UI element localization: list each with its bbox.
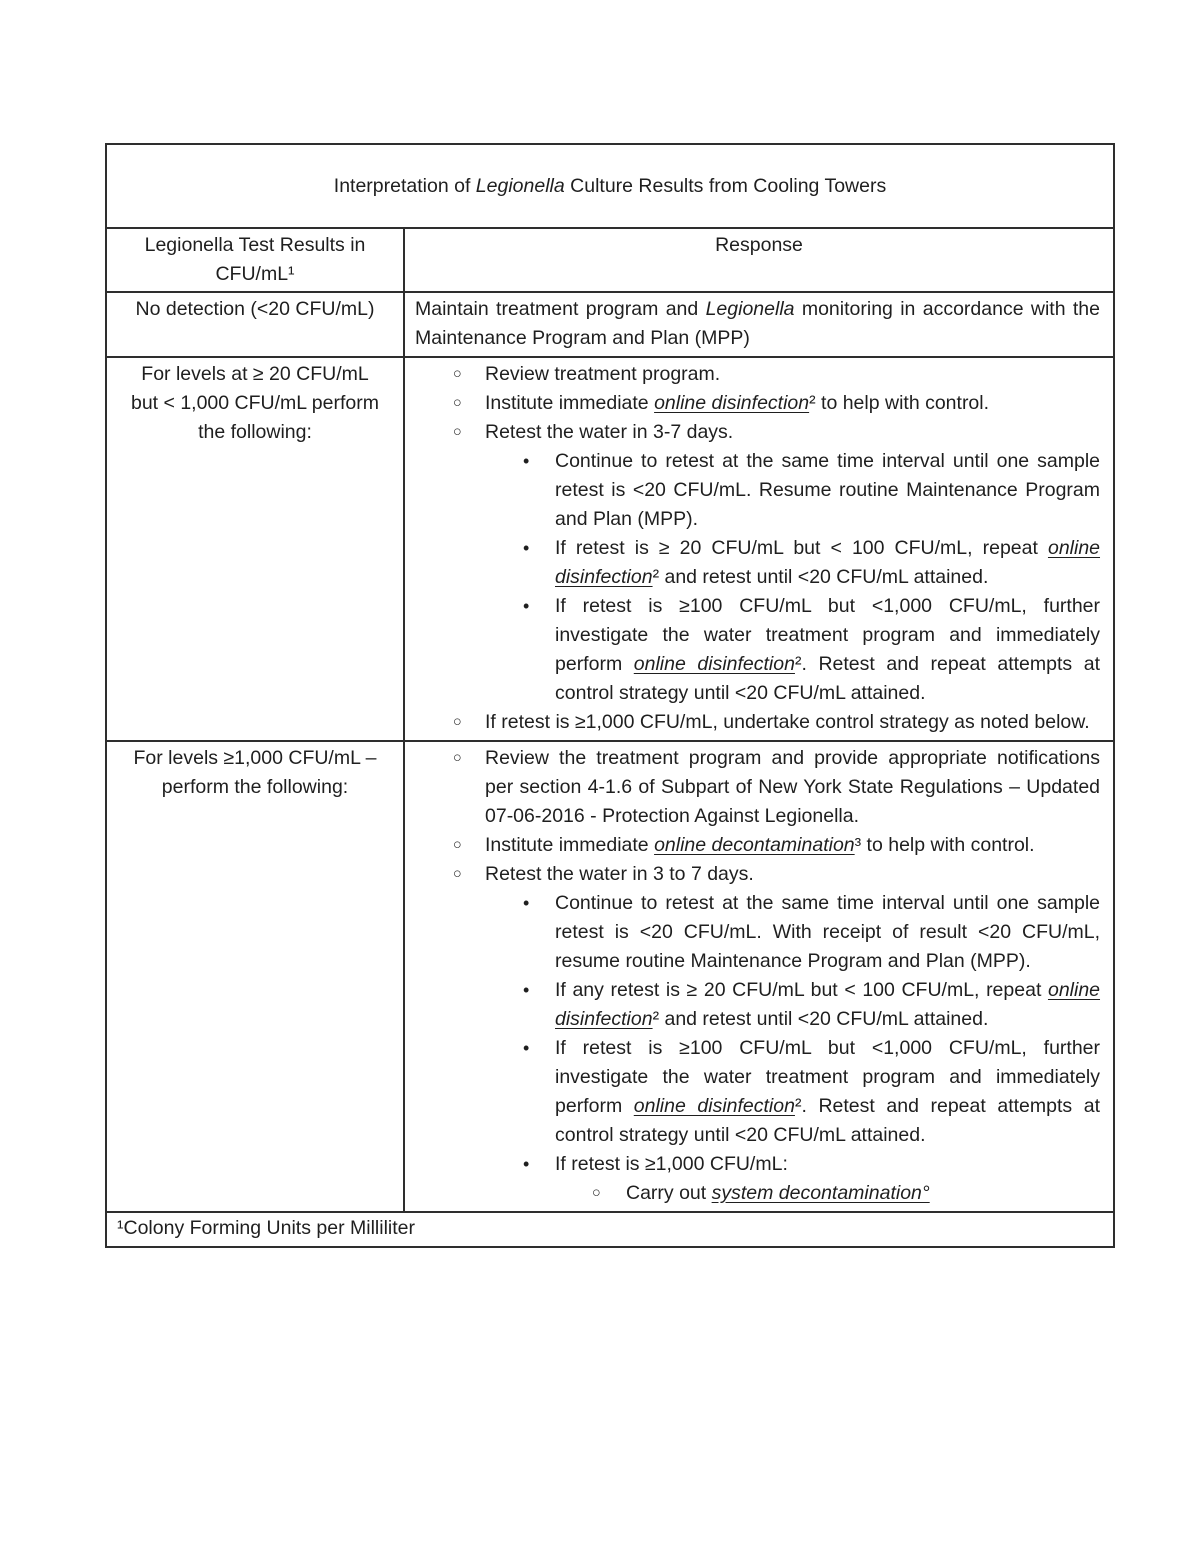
list-item <box>415 831 1100 860</box>
list-item <box>415 418 1100 447</box>
list-item-text: Institute immediate online decontamination³ to help with control. <box>485 834 1035 856</box>
circle-bullet-icon: ○ <box>453 866 462 882</box>
dot-bullet-icon: • <box>523 451 530 471</box>
footnote-row <box>106 1212 1114 1247</box>
list-item <box>415 447 1100 534</box>
list-item-text: Institute immediate online disinfection² to help with control. <box>485 392 990 414</box>
legionella-interpretation-table <box>105 143 1115 1248</box>
column-header-test-results: Legionella Test Results in CFU/mL¹ <box>106 228 404 292</box>
list-item <box>415 1150 1100 1179</box>
list-item-text: If any retest is ≥ 20 CFU/mL but < 100 CFU/mL, repeat online disinfection² and retest until <20 CFU/mL attained. <box>555 979 1101 1030</box>
row-label-20-to-1000: For levels at ≥ 20 CFU/mL but < 1,000 CFU/mL perform the following: <box>106 357 404 741</box>
list-item <box>415 1034 1100 1150</box>
list-item-text: If retest is ≥1,000 CFU/mL: <box>555 1153 788 1175</box>
column-header-response: Response <box>404 228 1114 292</box>
table-row-20-to-1000 <box>106 357 1114 741</box>
row-label-no-detection: No detection (<20 CFU/mL) <box>106 292 404 357</box>
circle-bullet-icon: ○ <box>453 750 462 766</box>
title-row <box>106 144 1114 228</box>
response-cell-over-1000 <box>404 741 1114 1212</box>
row-label-over-1000: For levels ≥1,000 CFU/mL – perform the following: <box>106 741 404 1212</box>
response-cell-no-detection <box>404 292 1114 357</box>
list-item-text: Review treatment program. <box>485 363 721 385</box>
table-row-over-1000 <box>106 741 1114 1212</box>
dot-bullet-icon: • <box>523 596 530 616</box>
list-item-text: Continue to retest at the same time interval until one sample retest is <20 CFU/mL. With receipt of result <20 CFU/mL, resume routine Maintenance Program and Plan (MPP). <box>555 892 1101 972</box>
circle-bullet-icon: ○ <box>453 837 462 853</box>
dot-bullet-icon: • <box>523 1038 530 1058</box>
list-item <box>415 976 1100 1034</box>
list-item <box>415 389 1100 418</box>
response-paragraph: Maintain treatment program and Legionella monitoring in accordance with the Maintenance Program and Plan (MPP) <box>415 298 1101 349</box>
table-title: Interpretation of Legionella Culture Results from Cooling Towers <box>106 144 1114 228</box>
list-item <box>415 708 1100 737</box>
list-item <box>415 360 1100 389</box>
list-item-text: Continue to retest at the same time interval until one sample retest is <20 CFU/mL. Resume routine Maintenance Program and Plan (MPP). <box>555 450 1101 530</box>
list-item-text: If retest is ≥100 CFU/mL but <1,000 CFU/mL, further investigate the water treatment program and immediately perform online disinfection². Retest and repeat attempts at control strategy until <20 CFU/mL attained. <box>555 1037 1101 1146</box>
response-cell-20-to-1000 <box>404 357 1114 741</box>
list-item-text: Retest the water in 3 to 7 days. <box>485 863 754 885</box>
dot-bullet-icon: • <box>523 980 530 1000</box>
circle-bullet-icon: ○ <box>453 714 462 730</box>
list-item-text: Retest the water in 3-7 days. <box>485 421 734 443</box>
circle-bullet-icon: ○ <box>453 366 462 382</box>
list-item <box>415 860 1100 889</box>
circle-bullet-icon: ○ <box>453 424 462 440</box>
list-item <box>415 534 1100 592</box>
dot-bullet-icon: • <box>523 1154 530 1174</box>
header-row <box>106 228 1114 292</box>
list-item <box>415 592 1100 708</box>
list-item <box>415 1179 1100 1208</box>
list-item-text: Carry out system decontamination° <box>626 1182 930 1204</box>
dot-bullet-icon: • <box>523 538 530 558</box>
list-item-text: If retest is ≥ 20 CFU/mL but < 100 CFU/mL, repeat online disinfection² and retest until <20 CFU/mL attained. <box>555 537 1101 588</box>
list-item-text: Review the treatment program and provide appropriate notifications per section 4-1.6 of Subpart of New York State Regulations – Updated 07-06-2016 - Protection Against Legionella. <box>485 747 1101 827</box>
list-item-text: If retest is ≥100 CFU/mL but <1,000 CFU/mL, further investigate the water treatment program and immediately perform online disinfection². Retest and repeat attempts at control strategy until <20 CFU/mL attained. <box>555 595 1101 704</box>
document-table-container <box>105 143 1113 1248</box>
list-item-text: If retest is ≥1,000 CFU/mL, undertake control strategy as noted below. <box>485 711 1090 733</box>
dot-bullet-icon: • <box>523 893 530 913</box>
footnote-text: ¹Colony Forming Units per Milliliter <box>106 1212 1114 1247</box>
table-row-no-detection <box>106 292 1114 357</box>
list-item <box>415 744 1100 831</box>
list-item <box>415 889 1100 976</box>
circle-bullet-icon: ○ <box>592 1185 601 1201</box>
circle-bullet-icon: ○ <box>453 395 462 411</box>
